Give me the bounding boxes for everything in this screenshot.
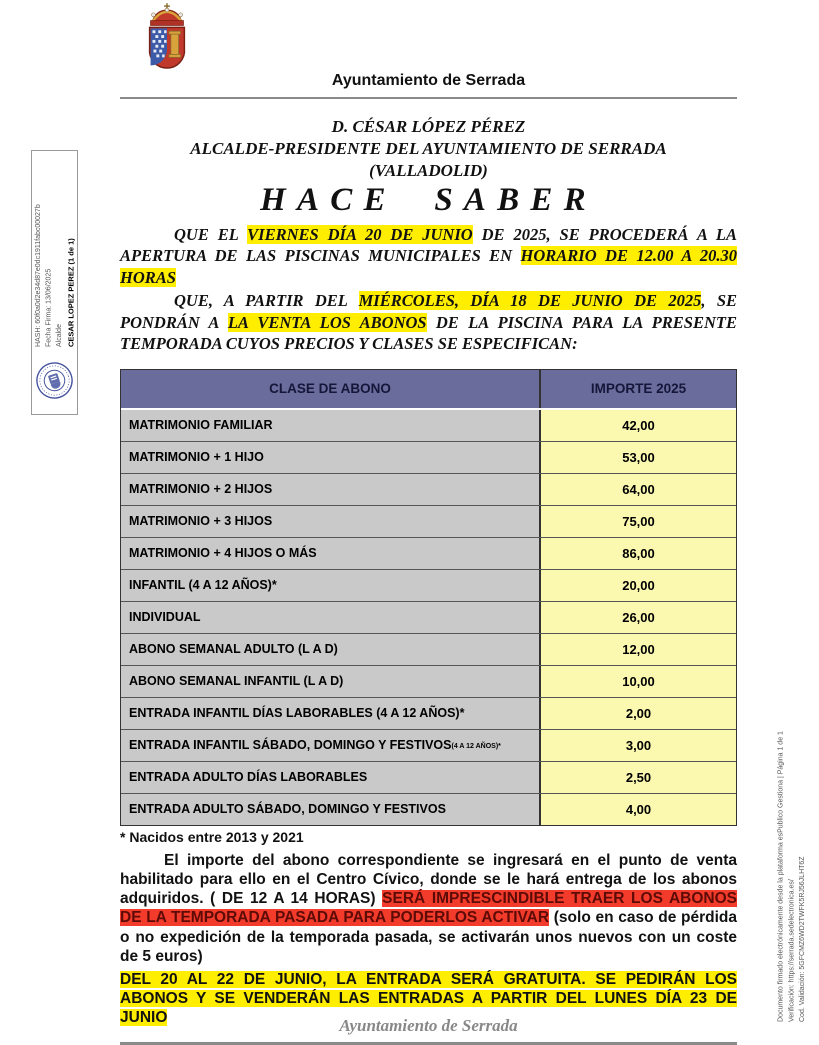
abono-class-cell: [121, 602, 541, 633]
text-segment: QUE EL: [174, 225, 248, 244]
abono-class-label: MATRIMONIO FAMILIAR: [129, 418, 273, 433]
official-block: [120, 116, 737, 181]
price-table-body: [121, 410, 736, 825]
abono-class-label: ENTRADA INFANTIL DÍAS LABORABLES (4 A 12 AÑOS)*: [129, 706, 465, 721]
price-table-header: [121, 370, 736, 410]
signature-box: [31, 150, 78, 415]
signer-name: CESAR LOPEZ PEREZ (1 de 1): [66, 238, 76, 347]
footer-cutoff-text: Ayuntamiento de Serrada: [339, 1016, 518, 1035]
abono-amount-cell: 53,00: [541, 442, 736, 473]
abono-class-cell: [121, 506, 541, 537]
table-row: [121, 441, 736, 473]
abono-class-label: ABONO SEMANAL INFANTIL (L A D): [129, 674, 344, 689]
header-cell-amount: IMPORTE 2025: [590, 381, 687, 397]
highlighted-text-red: SERÁ IMPRESCINDIBLE TRAER LOS ABONOS DE LA TEMPORADA PASADA PARA PODERLOS ACTIVAR: [120, 890, 737, 927]
abono-class-label: MATRIMONIO + 3 HIJOS: [129, 514, 273, 529]
proclamation-title: HACE SABER: [260, 182, 597, 218]
table-row: [121, 633, 736, 665]
coat-of-arms-icon: [138, 2, 196, 74]
official-name: D. CÉSAR LÓPEZ PÉREZ: [331, 117, 526, 136]
highlighted-text-yellow: HORARIO DE 12.00 A 20.30 HORAS: [120, 246, 737, 287]
abono-class-label: INFANTIL (4 A 12 AÑOS)*: [129, 578, 277, 593]
abono-class-label: ENTRADA ADULTO DÍAS LABORABLES: [129, 770, 368, 785]
highlighted-text-yellow: VIERNES DÍA 20 DE JUNIO: [247, 225, 473, 244]
table-row: [121, 569, 736, 601]
table-row: [121, 729, 736, 761]
abono-class-cell: [121, 666, 541, 697]
table-row: [121, 793, 736, 825]
abono-amount-cell: 20,00: [541, 570, 736, 601]
abono-class-label: MATRIMONIO + 1 HIJO: [129, 450, 264, 465]
highlighted-text-yellow: LA VENTA LOS ABONOS: [227, 312, 427, 332]
signature-text: [34, 157, 77, 347]
table-row: [121, 505, 736, 537]
official-province: (VALLADOLID): [369, 160, 488, 180]
signer-role: Alcalde: [56, 324, 63, 347]
abono-class-cell: [121, 570, 541, 601]
paragraph-payment-info: [120, 851, 737, 966]
abono-class-cell: [121, 794, 541, 825]
text-segment: (solo en caso de pérdida o no expedición de la temporada pasada, se activarán unos nuevos con un coste de 5 euros): [120, 909, 737, 965]
abono-class-cell: [121, 762, 541, 793]
abono-class-cell: [121, 698, 541, 729]
abono-class-label: ENTRADA INFANTIL SÁBADO, DOMINGO Y FESTIVOS: [129, 738, 452, 753]
abono-class-suffix: (4 A 12 AÑOS)*: [451, 743, 501, 751]
abono-class-cell: [121, 442, 541, 473]
abono-class-cell: [121, 730, 541, 761]
table-row: [121, 665, 736, 697]
paragraph-sales: [120, 290, 737, 354]
verification-url: Verificación: https://serrada.sedelectronica.es/: [788, 879, 796, 1022]
abono-amount-cell: 86,00: [541, 538, 736, 569]
abono-amount-cell: 2,00: [541, 698, 736, 729]
abono-class-label: ABONO SEMANAL ADULTO (L A D): [129, 642, 338, 657]
text-segment: El importe del abono correspondiente se ingresará en el punto de venta habilitado para ello en el Centro Cívico, donde se le hará entrega de los abonos adquiridos. ( DE 12 A 14 HORAS): [120, 851, 737, 908]
platform-note: Documento firmado electrónicamente desde la plataforma esPublico Gestiona | Página 1 de 1: [777, 731, 785, 1022]
paragraph-opening: [120, 224, 737, 288]
price-table: [120, 369, 737, 826]
municipal-seal-icon: [30, 356, 79, 405]
text-segment: DE LA PISCINA PARA LA PRESENTE TEMPORADA CUYOS PRECIOS Y CLASES SE ESPECIFICAN:: [120, 312, 737, 354]
header-rule: [120, 97, 737, 99]
abono-amount-cell: 2,50: [541, 762, 736, 793]
footnote: * Nacidos entre 2013 y 2021: [120, 828, 304, 845]
table-row: [121, 537, 736, 569]
abono-class-label: ENTRADA ADULTO SÁBADO, DOMINGO Y FESTIVOS: [129, 802, 446, 817]
table-row: [121, 410, 736, 441]
abono-class-label: INDIVIDUAL: [129, 610, 201, 625]
signature-date: Fecha Firma: 13/06/2025: [45, 268, 53, 347]
abono-amount-cell: 75,00: [541, 506, 736, 537]
abono-amount-cell: 3,00: [541, 730, 736, 761]
abono-class-cell: [121, 410, 541, 441]
abono-amount-cell: 4,00: [541, 794, 736, 825]
abono-amount-cell: 10,00: [541, 666, 736, 697]
abono-amount-cell: 42,00: [541, 410, 736, 441]
header-cell-class: CLASE DE ABONO: [121, 370, 541, 408]
abono-class-label: MATRIMONIO + 2 HIJOS: [129, 482, 273, 497]
abono-class-cell: [121, 538, 541, 569]
document-body: [120, 224, 737, 1045]
municipality-title: Ayuntamiento de Serrada: [331, 72, 526, 89]
abono-class-label: MATRIMONIO + 4 HIJOS O MÁS: [129, 546, 317, 561]
text-segment: QUE, A PARTIR DEL: [174, 291, 359, 311]
footer-rule: [120, 1042, 737, 1045]
official-title: ALCALDE-PRESIDENTE DEL AYUNTAMIENTO DE SERRADA: [190, 138, 667, 158]
signature-hash: HASH: 60f0a0d2e34d87e0dc1911fabc00027b: [35, 204, 42, 347]
table-row: [121, 761, 736, 793]
highlighted-text-yellow: DEL 20 AL 22 DE JUNIO, LA ENTRADA SERÁ GRATUITA. SE PEDIRÁN LOS ABONOS Y SE VENDERÁN LAS ENTRADAS A PARTIR DEL LUNES DÍA 23 DE JUNIO: [120, 970, 737, 1027]
table-row: [121, 601, 736, 633]
abono-amount-cell: 12,00: [541, 634, 736, 665]
abono-amount-cell: 64,00: [541, 474, 736, 505]
abono-class-cell: [121, 634, 541, 665]
validation-code: Cod. Validación: 5GFCMZ6WD2TWFK5RJ56JLHT6Z: [799, 856, 807, 1022]
table-row: [121, 697, 736, 729]
highlighted-text-yellow: MIÉRCOLES, DÍA 18 DE JUNIO DE 2025: [358, 291, 702, 311]
validation-sidebar: [777, 592, 809, 1022]
table-row: [121, 473, 736, 505]
abono-class-cell: [121, 474, 541, 505]
text-segment: DE 2025, SE PROCEDERÁ A LA APERTURA DE LAS PISCINAS MUNICIPALES EN: [120, 225, 737, 266]
abono-amount-cell: 26,00: [541, 602, 736, 633]
text-segment: , SE PONDRÁN A: [120, 291, 738, 332]
